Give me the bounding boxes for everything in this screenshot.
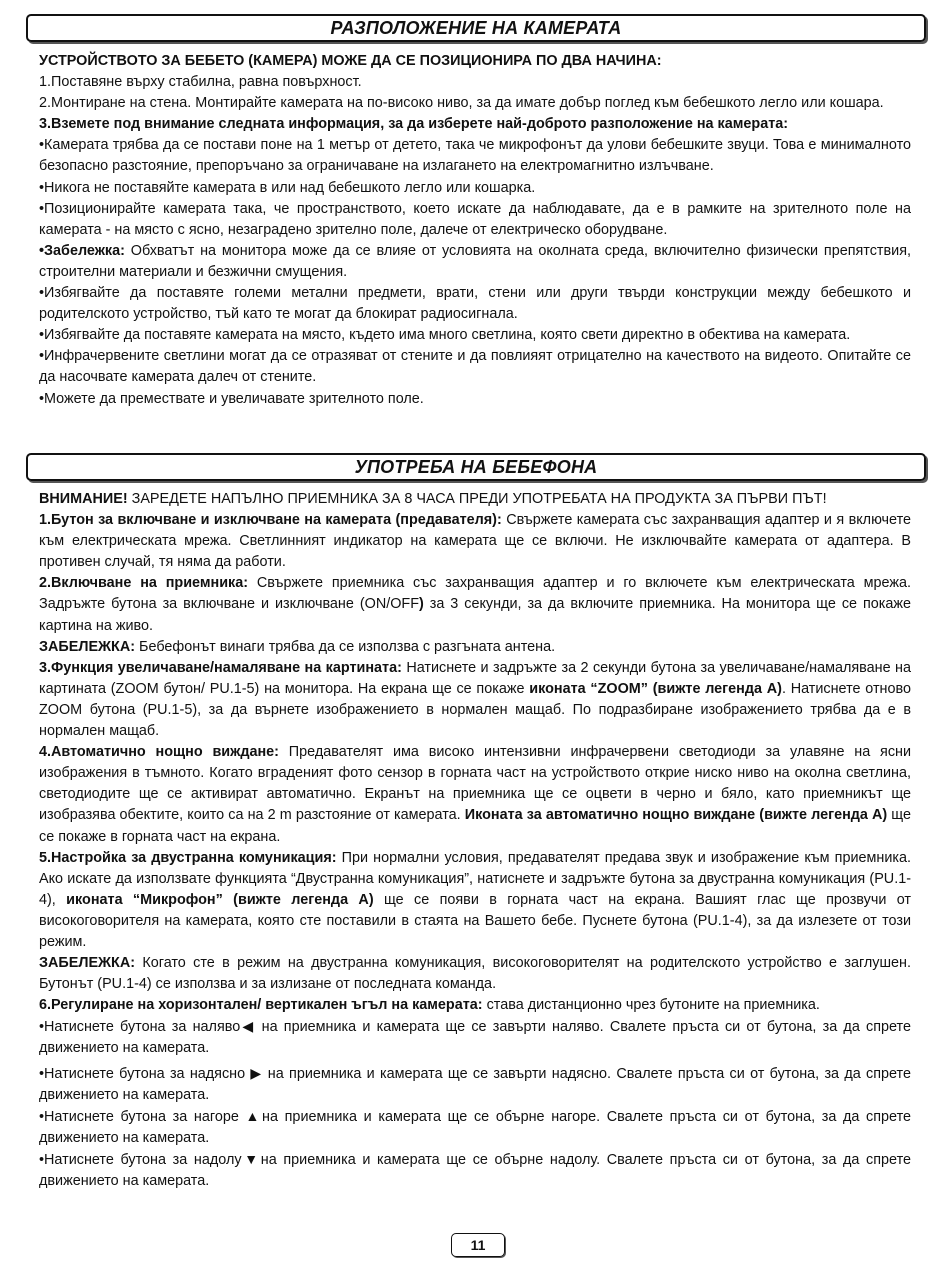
section-title-camera-placement: РАЗПОЛОЖЕНИЕ НА КАМЕРАТА bbox=[26, 14, 926, 42]
section-title-usage: УПОТРЕБА НА БЕБЕФОНА bbox=[26, 453, 926, 481]
usage-section bbox=[39, 489, 911, 1192]
bullet-item: •Инфрачервените светлини могат да се отразяват от стените и да повлияят отрицателно на качеството на видеото. Опитайте се да насочвате камерата далеч от стените. bbox=[39, 348, 911, 386]
step-power-camera: 1.Бутон за включване и изключване на камерата (предавателя): Свържете камерата със захранващия адаптер и я включете към електрическата мрежа. Светлинният индикатор на камерата ще се включи. Не изключвайте камерата от адаптера. В противен случай, тя няма да работи. bbox=[39, 512, 911, 571]
bullet-item: •Избягвайте да поставяте големи метални предмети, врати, стени или други твърди конструкции между бебешкото и родителското устройство, тъй като те могат да блокират радиосигнала. bbox=[39, 285, 911, 323]
bullet-tilt-down: •Натиснете бутона за надолу▼на приемника и камерата ще се обърне надолу. Свалете пръста си от бутона, за да спрете движението на камерата. bbox=[39, 1150, 912, 1189]
note-antenna: ЗАБЕЛЕЖКА: Бебефонът винаги трябва да се използва с разгъната антена. bbox=[39, 638, 556, 655]
page-number: 11 bbox=[451, 1233, 505, 1257]
step-night-vision: 4.Автоматично нощно виждане: Предавателят има високо интензивни инфрачервени светодиоди за улавяне на ясни изображения в тъмното. Когато вграденият фото сензор в горната част на устройството открие ниско ниво на околна светлина, светодиодите ще се активират автоматично. Екранът на приемника ще се оцвети в черно и бяло, като приемникът ще изобразява обектите, които са на 2 m разстояние от камерата. Иконата за автоматично нощно виждане (вижте легенда А) ще се покаже в горната част на екрана. bbox=[39, 744, 912, 845]
note-speaker-muted: ЗАБЕЛЕЖКА: Когато сте в режим на двустранна комуникация, високоговорителят на родителското устройство е заглушен. Бутонът (PU.1-4) се използва и за излизане от последната команда. bbox=[39, 955, 911, 993]
bullet-item-note: •Забележка: Обхватът на монитора може да се влияе от условията на околната среда, включително физически препятствия, строителни материали и безжични смущения. bbox=[39, 242, 911, 280]
bullet-item: •Камерата трябва да се постави поне на 1 метър от детето, така че микрофонът да улови бебешките звуци. Това е минималното безопасно разстояние, препоръчано за ограничаване на излагането на електромагнитно излъчване. bbox=[39, 137, 911, 175]
bullet-tilt-up: •Натиснете бутона за нагоре ▲на приемника и камерата ще се обърне нагоре. Свалете пръста си от бутона, за да спрете движението на камерата. bbox=[39, 1107, 912, 1146]
bullet-pan-right: •Натиснете бутона за надясно ▶ на приемника и камерата ще се завърти надясно. Свалете пръста си от бутона, за да спрете движението на камерата. bbox=[39, 1064, 911, 1103]
camera-placement-section bbox=[39, 51, 911, 410]
arrow-left-icon: ◀ bbox=[240, 1018, 256, 1035]
bullet-pan-left: •Натиснете бутона за наляво◀ на приемника и камерата ще се завърти наляво. Свалете пръста си от бутона, за да спрете движението на камерата. bbox=[39, 1018, 911, 1057]
arrow-right-icon: ▶ bbox=[250, 1064, 263, 1081]
lead-paragraph: УСТРОЙСТВОТО ЗА БЕБЕТО (КАМЕРА) МОЖЕ ДА СЕ ПОЗИЦИОНИРА ПО ДВА НАЧИНА: bbox=[39, 53, 662, 69]
list-item: 3.Вземете под внимание следната информация, за да изберете най-доброто разположение на камерата: bbox=[39, 116, 789, 133]
step-zoom: 3.Функция увеличаване/намаляване на картината: Натиснете и задръжте за 2 секунди бутона за увеличаване/намаляване на картината (ZOOM бутон/ PU.1-5) на монитора. На екрана ще се покаже иконата “ZOOM” (вижте легенда А). Натиснете отново ZOOM бутона (PU.1-5), за да върнете изображението в нормален мащаб. По подразбиране изображението трябва да е в нормален мащаб. bbox=[39, 659, 911, 740]
step-power-receiver: 2.Включване на приемника: Свържете приемника със захранващия адаптер и го включете към електрическата мрежа. Задръжте бутона за включване и изключване (ON/OFF) за 3 секунди, за да включите приемника. На монитора ще се покаже картина на живо. bbox=[39, 575, 912, 634]
list-item: 2.Монтиране на стена. Монтирайте камерата на по-високо ниво, за да имате добър поглед към бебешкото легло или кошара. bbox=[39, 95, 884, 112]
bullet-item: •Позиционирайте камерата така, че пространството, което искате да наблюдавате, да е в рамките на зрителното поле на камерата - на място с ясно, незаградено зрително поле, далече от електрическо оборудване. bbox=[39, 200, 911, 238]
bullet-item: •Можете да премествате и увеличавате зрителното поле. bbox=[39, 390, 424, 407]
step-pan-tilt: 6.Регулиране на хоризонтален/ вертикален ъгъл на камерата: става дистанционно чрез бутоните на приемника. bbox=[39, 997, 820, 1014]
arrow-up-icon: ▲ bbox=[245, 1107, 263, 1124]
warning-paragraph: ВНИМАНИЕ! ЗАРЕДЕТЕ НАПЪЛНО ПРИЕМНИКА ЗА 8 ЧАСА ПРЕДИ УПОТРЕБАТА НА ПРОДУКТА ЗА ПЪРВИ ПЪТ! bbox=[39, 491, 827, 507]
arrow-down-icon: ▼ bbox=[241, 1150, 261, 1167]
bullet-item: •Избягвайте да поставяте камерата на място, където има много светлина, която свети директно в обектива на камерата. bbox=[39, 327, 851, 344]
bullet-item: •Никога не поставяйте камерата в или над бебешкото легло или кошарка. bbox=[39, 179, 536, 196]
step-two-way-talk: 5.Настройка за двустранна комуникация: При нормални условия, предавателят предава звук и изображение към приемника. Ако искате да използвате функцията “Двустранна комуникация”, натиснете и задръжте бутона за двустранна комуникация (PU.1-4), иконата “Микрофон” (вижте легенда А) ще се появи в горната част на екрана. Вашият глас ще прозвучи от високоговорителя на камерата, която сте поставили в стаята на Вашето бебе. Пуснете бутона (PU.1-4), за да излезете от този режим. bbox=[39, 849, 912, 950]
list-item: 1.Поставяне върху стабилна, равна повърхност. bbox=[39, 74, 362, 91]
